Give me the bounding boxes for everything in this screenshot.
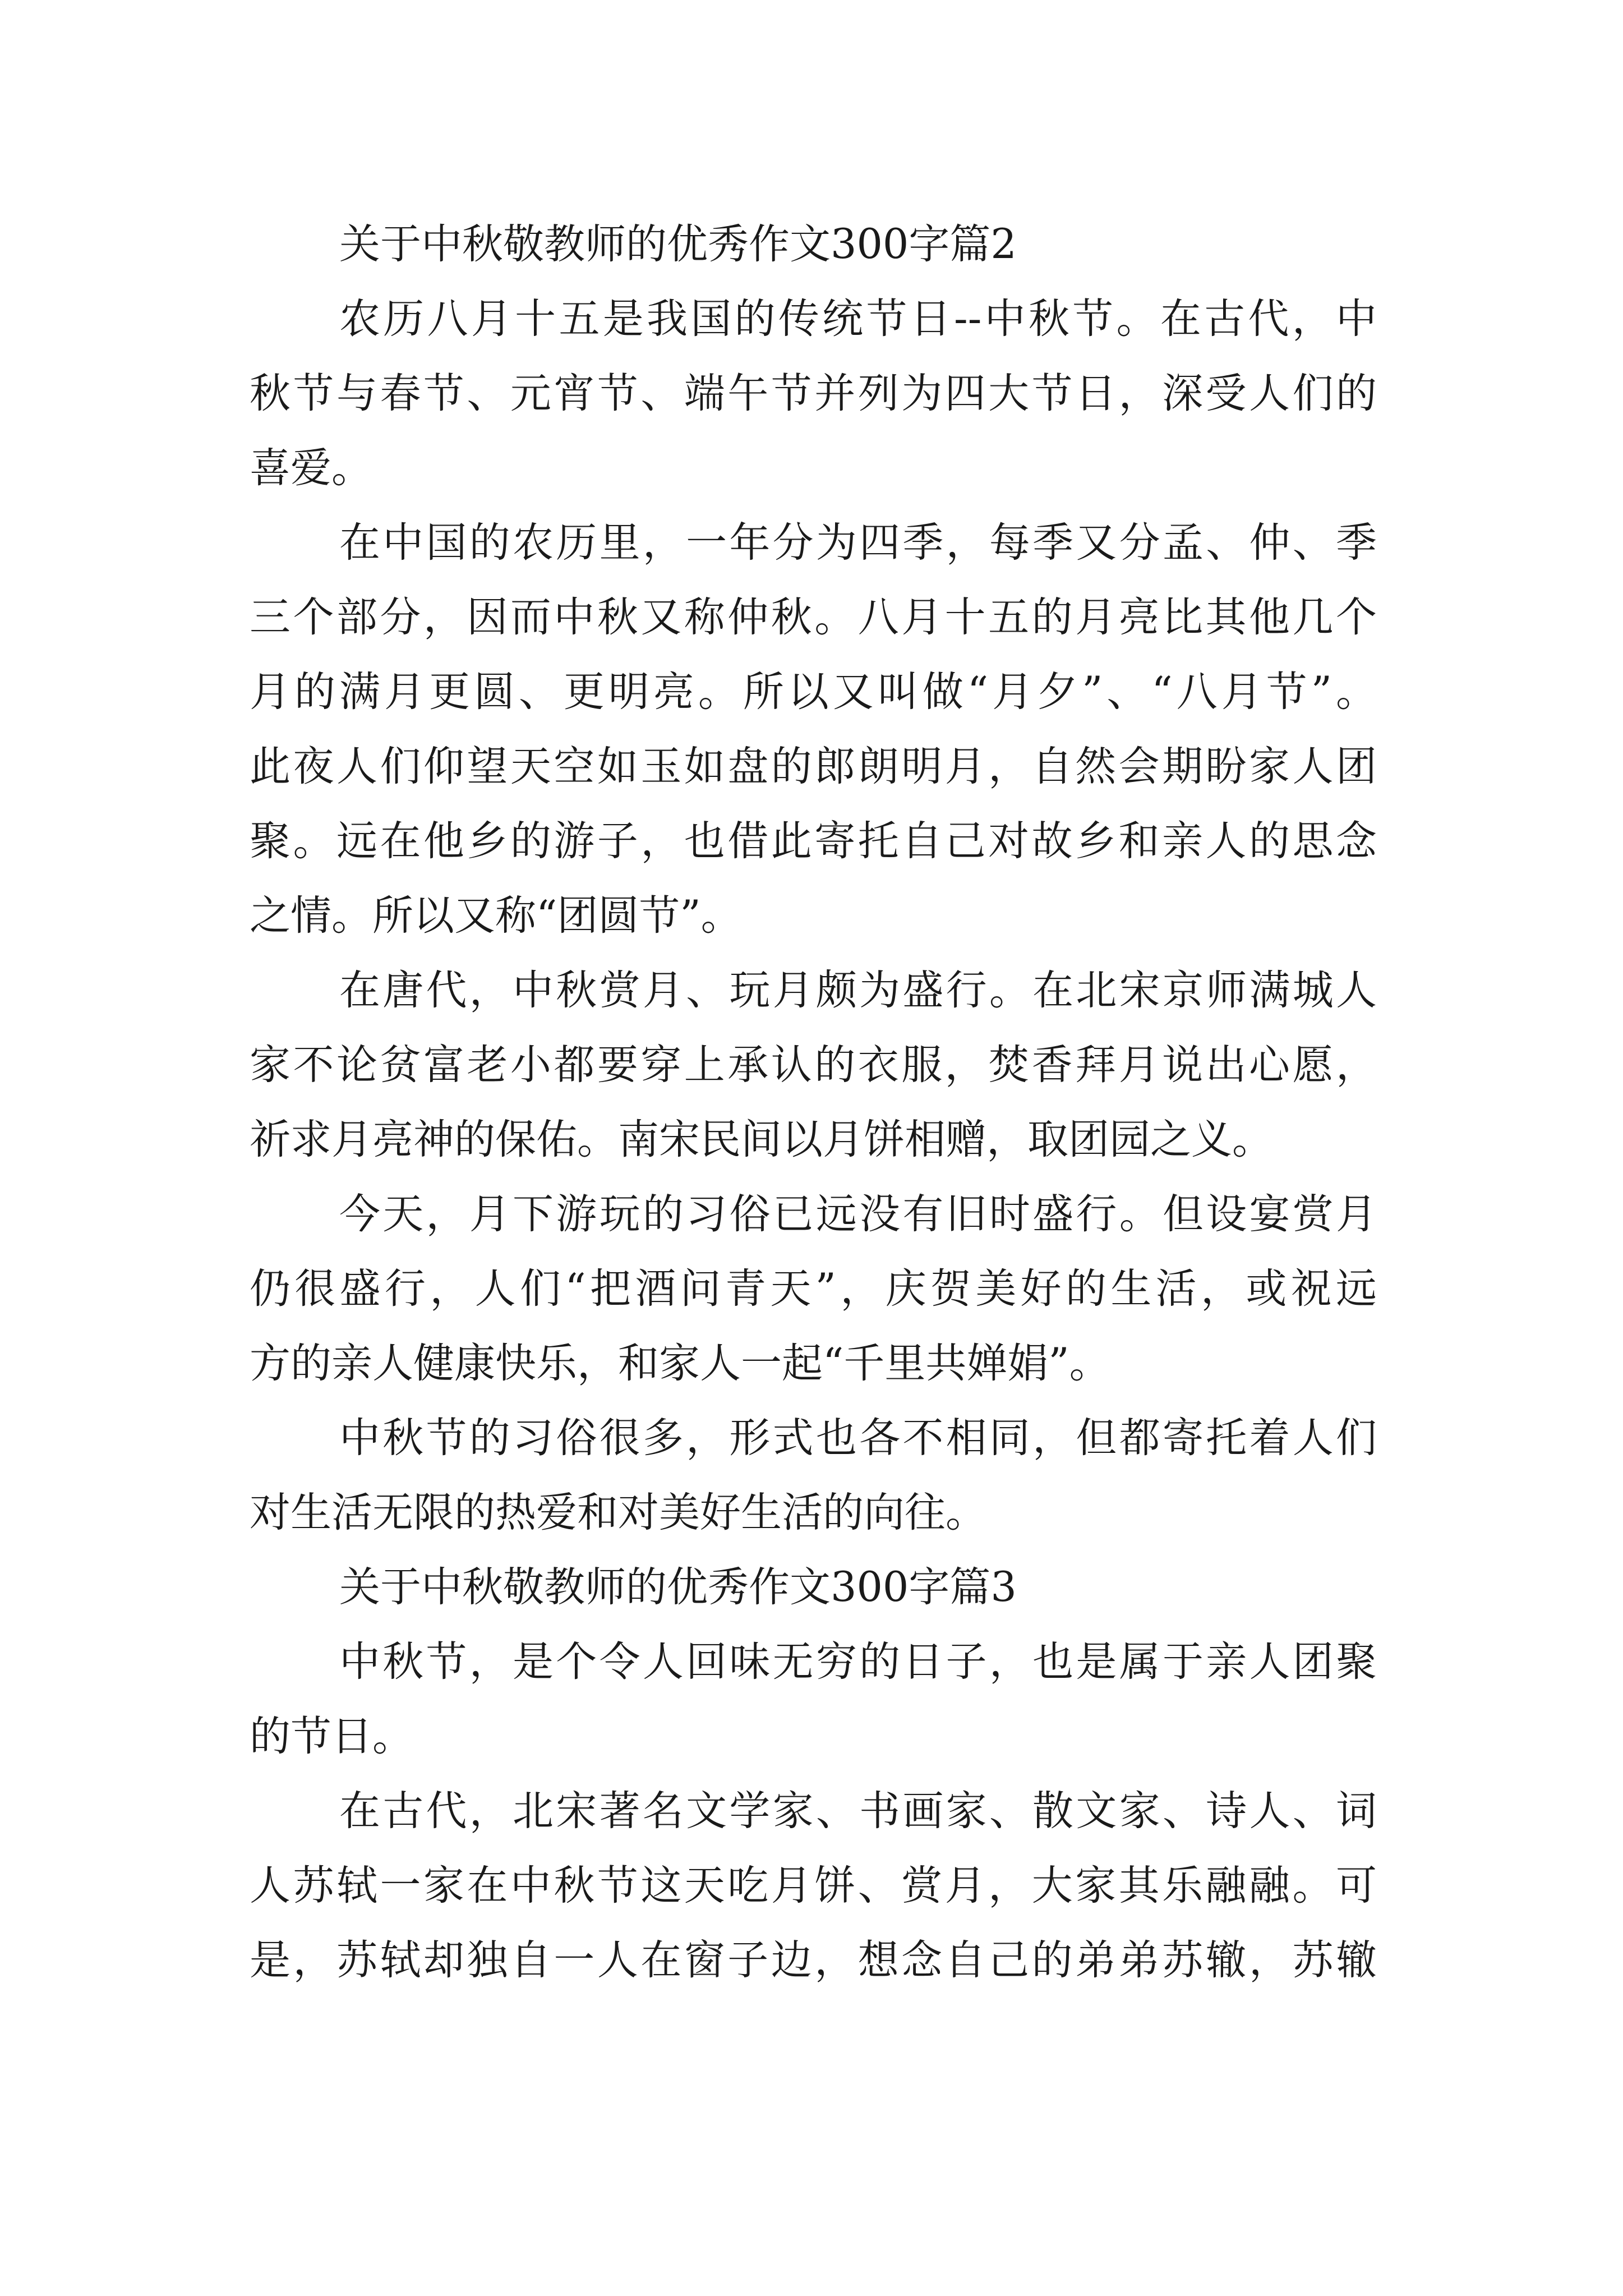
paragraph-line: 农历八月十五是我国的传统节日--中秋节。在古代，中 [339, 295, 1377, 343]
paragraph-line: 在中国的农历里，一年分为四季，每季又分孟、仲、季 [339, 519, 1377, 567]
paragraph-line: 之情。所以又称“团圆节”。 [250, 892, 742, 940]
essay-title-3: 关于中秋敬教师的优秀作文300字篇3 [339, 1563, 1017, 1611]
paragraph-line: 仍很盛行，人们“把酒问青天”，庆贺美好的生活，或祝远 [250, 1265, 1377, 1313]
paragraph-line: 中秋节，是个令人回味无穷的日子，也是属于亲人团聚 [339, 1638, 1377, 1686]
paragraph-line: 秋节与春节、元宵节、端午节并列为四大节日，深受人们的 [250, 370, 1377, 417]
paragraph-line: 三个部分，因而中秋又称仲秋。八月十五的月亮比其他几个 [250, 593, 1377, 641]
paragraph-line: 方的亲人健康快乐，和家人一起“千里共婵娟”。 [250, 1340, 1110, 1387]
paragraph-line: 此夜人们仰望天空如玉如盘的郎朗明月，自然会期盼家人团 [250, 743, 1377, 790]
paragraph-line: 喜爱。 [250, 444, 372, 492]
paragraph-line: 中秋节的习俗很多，形式也各不相同，但都寄托着人们 [339, 1414, 1377, 1462]
paragraph-line: 对生活无限的热爱和对美好生活的向往。 [250, 1489, 986, 1536]
paragraph-line: 人苏轼一家在中秋节这天吃月饼、赏月，大家其乐融融。可 [250, 1862, 1377, 1910]
essay-title-2: 关于中秋敬教师的优秀作文300字篇2 [339, 220, 1017, 268]
paragraph-line: 今天，月下游玩的习俗已远没有旧时盛行。但设宴赏月 [339, 1190, 1377, 1238]
paragraph-line: 家不论贫富老小都要穿上承认的衣服，焚香拜月说出心愿， [250, 1041, 1377, 1089]
paragraph-line: 在唐代，中秋赏月、玩月颇为盛行。在北宋京师满城人 [339, 967, 1377, 1014]
paragraph-line: 是，苏轼却独自一人在窗子边，想念自己的弟弟苏辙，苏辙 [250, 1936, 1377, 1984]
paragraph-line: 在古代，北宋著名文学家、书画家、散文家、诗人、词 [339, 1787, 1377, 1835]
paragraph-line: 月的满月更圆、更明亮。所以又叫做“月夕”、“八月节”。 [250, 668, 1377, 716]
paragraph-line: 聚。远在他乡的游子，也借此寄托自己对故乡和亲人的思念 [250, 817, 1377, 865]
paragraph-line: 祈求月亮神的保佑。南宋民间以月饼相赠，取团园之义。 [250, 1116, 1273, 1163]
paragraph-line: 的节日。 [250, 1713, 413, 1760]
